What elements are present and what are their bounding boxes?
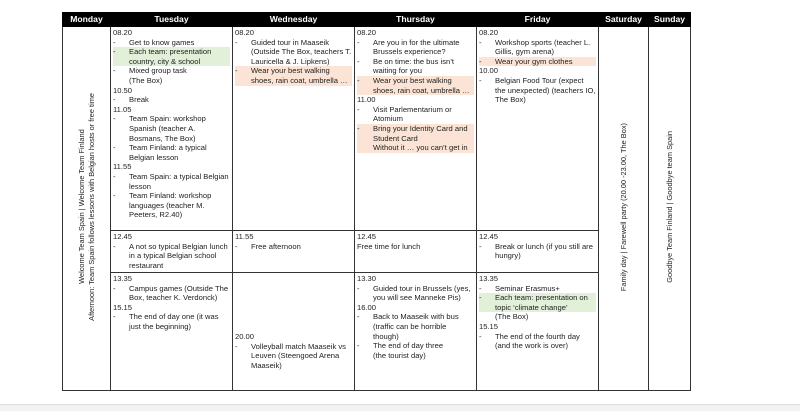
schedule-row-morning: [63, 27, 691, 231]
monday-line-2: Afternoon: Team Spain follows lessons with Belgian hosts or free time: [86, 93, 96, 322]
schedule-item: [113, 47, 230, 66]
schedule-item: [479, 293, 596, 312]
time-label: 12.45: [479, 232, 499, 241]
schedule-item-text: Volleyball match Maaseik vs Leuven (Steengoed Arena Maaseik): [251, 341, 346, 370]
day-cell: [355, 273, 477, 391]
bullet-dash: -: [235, 241, 238, 251]
schedule-item: [479, 284, 596, 294]
time-label: 12.45: [357, 232, 377, 241]
schedule-item: [357, 105, 474, 124]
bullet-dash: -: [113, 66, 116, 76]
day-cell: [233, 231, 355, 273]
schedule-item-text: Wear your best walking shoes, rain coat, umbrella …: [251, 66, 348, 85]
monday-text: [77, 93, 97, 321]
day-cell: [111, 27, 233, 231]
schedule-item-text: Free afternoon: [251, 241, 301, 251]
bullet-dash: -: [357, 37, 360, 47]
bullet-dash: -: [113, 47, 116, 57]
bullet-dash: -: [357, 341, 360, 351]
day-cell: [477, 273, 599, 391]
schedule-item: [113, 284, 230, 303]
time-label: 13.35: [479, 274, 499, 283]
time-label: 08.20: [113, 28, 133, 37]
bullet-dash: -: [113, 37, 116, 47]
schedule-item-continuation: (The Box): [129, 75, 163, 85]
schedule-item: [113, 242, 230, 271]
schedule-item: [113, 38, 230, 48]
time-label: 10.00: [479, 66, 499, 76]
schedule-item: [113, 114, 230, 143]
bullet-dash: -: [113, 143, 116, 153]
bullet-dash: -: [357, 283, 360, 293]
schedule-item-text: Team Spain: workshop Spanish (teacher A. Bosmans, The Box): [129, 114, 206, 143]
schedule-item: [113, 95, 230, 105]
schedule-item-text: Campus games (Outside The Box, teacher K. Verdonck): [129, 283, 229, 303]
time-label: 11.55: [113, 162, 132, 172]
schedule-row-afternoon: [63, 273, 691, 391]
schedule-item-text: The end of day three: [373, 341, 444, 351]
schedule-item-text: Guided tour in Maaseik (Outside The Box, teachers T. Lauricella & J. Lipkens): [251, 37, 352, 66]
header-thursday: Thursday: [355, 13, 477, 27]
day-cell: [355, 231, 477, 273]
time-label: 11.55: [235, 232, 254, 241]
sunday-text: Goodbye Team Finland | Goodbye team Spain: [664, 131, 674, 284]
monday-line-1: Welcome Team Spain | Welcome Team Finland: [76, 129, 86, 285]
day-cell: [111, 231, 233, 273]
time-label: 16.00: [357, 302, 377, 312]
bullet-dash: -: [357, 75, 360, 85]
time-label: 11.00: [357, 95, 376, 105]
schedule-item: [113, 143, 230, 162]
schedule-item-text: Wear your best walking shoes, rain coat, umbrella …: [373, 75, 470, 95]
bullet-dash: -: [235, 341, 238, 351]
day-cell: [355, 27, 477, 231]
bullet-dash: -: [235, 37, 238, 47]
day-cell: [233, 27, 355, 231]
day-cell: [111, 273, 233, 391]
schedule-item: [479, 242, 596, 261]
schedule-item-text: Visit Parlementarium or Atomium: [373, 104, 452, 124]
schedule-item: [235, 38, 352, 67]
schedule-item-text: Bring your Identity Card and Student Card: [373, 123, 468, 143]
schedule-item: [479, 57, 596, 67]
schedule-item: [479, 332, 596, 351]
bullet-dash: -: [113, 312, 116, 322]
header-monday: Monday: [63, 13, 111, 27]
bullet-dash: -: [479, 283, 482, 293]
time-label: 08.20: [479, 28, 499, 37]
bullet-dash: -: [113, 171, 116, 181]
bullet-dash: -: [357, 312, 360, 322]
day-cell: [477, 27, 599, 231]
header-tuesday: Tuesday: [111, 13, 233, 27]
time-label: 13.35: [113, 274, 133, 283]
bullet-dash: -: [357, 123, 360, 133]
schedule-item: [113, 66, 230, 76]
schedule-item-text: Belgian Food Tour (expect the unexpected) (teachers IO, The Box): [495, 75, 596, 105]
schedule-item: [357, 341, 474, 351]
bullet-dash: -: [357, 104, 360, 114]
schedule-item: [113, 312, 230, 331]
monday-cell: [63, 27, 111, 391]
bullet-dash: -: [113, 283, 116, 293]
schedule-item-text: Mixed group task: [129, 66, 187, 76]
time-label: 11.05: [113, 104, 132, 114]
schedule-item-text: The end of the fourth day (and the work is over): [495, 331, 580, 351]
schedule-item: [113, 191, 230, 220]
schedule-note: Free time for lunch: [357, 241, 421, 251]
schedule-item-continuation: Without it … you can’t get in: [357, 143, 474, 153]
schedule-item-text: Team Spain: a typical Belgian lesson: [129, 171, 229, 191]
bullet-dash: -: [357, 56, 360, 66]
schedule-item: [357, 38, 474, 57]
schedule-item-text: Are you in for the ultimate Brussels experience?: [373, 37, 460, 57]
schedule-item: [479, 76, 596, 105]
day-cell: [233, 273, 355, 391]
schedule-item-text: Break: [129, 95, 149, 105]
bullet-dash: -: [113, 241, 116, 251]
schedule-item: [357, 312, 474, 341]
schedule-item-text: Each team: presentation country, city & school: [129, 47, 212, 66]
time-label: 08.20: [235, 28, 255, 37]
schedule-item-continuation: (The Box): [495, 312, 529, 322]
bullet-dash: -: [479, 293, 482, 303]
time-label: 20.00: [235, 332, 255, 341]
schedule-item: [235, 242, 352, 252]
schedule-item-text: Break or lunch (if you still are hungry): [495, 241, 593, 261]
time-label: 15.15: [479, 321, 499, 331]
saturday-cell: [599, 27, 649, 391]
schedule-item: [357, 57, 474, 76]
time-label: 15.15: [113, 302, 133, 312]
time-label: 08.20: [357, 28, 377, 37]
schedule-item-text: Team Finland: a typical Belgian lesson: [129, 143, 207, 162]
schedule-row-lunch: [63, 231, 691, 273]
schedule-item-text: Get to know games: [129, 37, 195, 47]
bullet-dash: -: [479, 37, 482, 47]
schedule-item-text: Each team: presentation on topic ‘climate change’: [495, 293, 588, 312]
schedule-item-text: Be on time: the bus isn’t waiting for you: [373, 56, 455, 76]
schedule-item: [235, 66, 352, 85]
time-label: 13.30: [357, 274, 377, 283]
bullet-dash: -: [113, 95, 116, 105]
schedule-item-text: A not so typical Belgian lunch in a typical Belgian school restaurant: [129, 241, 228, 270]
schedule-item: [357, 76, 474, 95]
bullet-dash: -: [235, 66, 238, 76]
time-label: 10.50: [113, 85, 133, 95]
header-friday: Friday: [477, 13, 599, 27]
schedule-item-continuation: (the tourist day): [373, 350, 426, 360]
time-label: 12.45: [113, 232, 133, 241]
header-saturday: Saturday: [599, 13, 649, 27]
schedule-item-text: Seminar Erasmus+: [495, 283, 560, 293]
schedule-item: [357, 124, 474, 143]
bullet-dash: -: [479, 56, 482, 66]
bullet-dash: -: [479, 241, 482, 251]
schedule-item-text: The end of day one (it was just the beginning): [129, 312, 219, 331]
header-sunday: Sunday: [649, 13, 691, 27]
bullet-dash: -: [479, 331, 482, 341]
bullet-dash: -: [113, 191, 116, 201]
bullet-dash: -: [113, 114, 116, 124]
schedule-item-text: Workshop sports (teacher L. Gillis, gym arena): [495, 37, 591, 57]
schedule-item: [113, 172, 230, 191]
spacer: [235, 274, 352, 332]
header-row: [63, 13, 691, 27]
weekly-schedule-table: [62, 12, 691, 391]
sunday-cell: [649, 27, 691, 391]
schedule-item-text: Team Finland: workshop languages (teacher M. Peeters, R2.40): [129, 191, 212, 220]
saturday-text: Family day | Farewell party (20.00 -23.00, The Box): [618, 123, 628, 292]
schedule-item: [235, 342, 352, 371]
schedule-item: [357, 284, 474, 303]
header-wednesday: Wednesday: [233, 13, 355, 27]
bullet-dash: -: [479, 75, 482, 85]
schedule-item-text: Guided tour in Brussels (yes, you will see Manneke Pis): [373, 283, 471, 303]
schedule-item-text: Wear your gym clothes: [495, 56, 573, 66]
schedule-item-text: Back to Maaseik with bus (traffic can be horrible though): [373, 312, 459, 341]
day-cell: [477, 231, 599, 273]
schedule-item: [479, 38, 596, 57]
